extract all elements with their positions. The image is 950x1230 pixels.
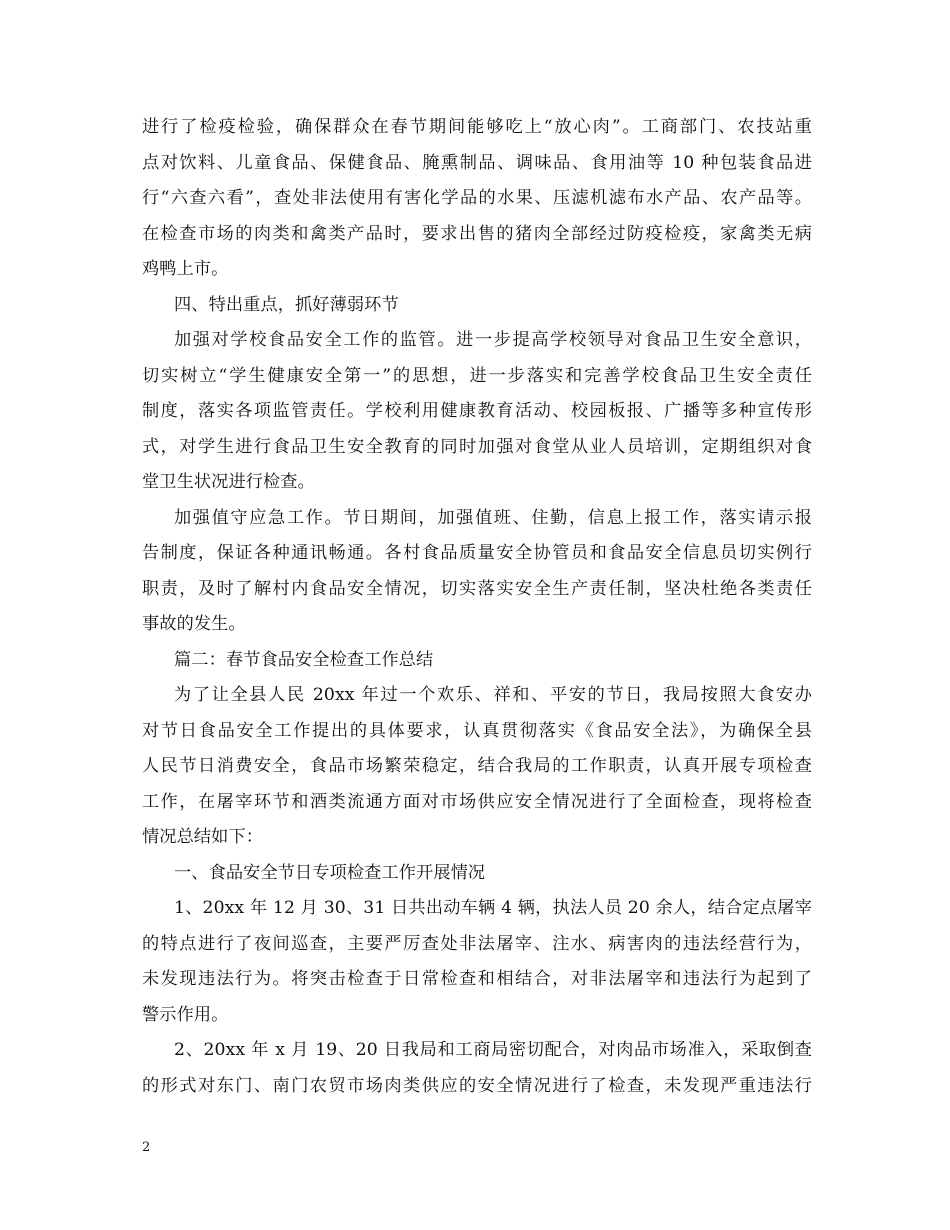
text-line: 工作，在屠宰环节和酒类流通方面对市场供应安全情况进行了全面检查，现将检查 — [142, 791, 812, 812]
section-heading: 篇二：春节食品安全检查工作总结 — [174, 649, 434, 670]
text-line: 切实树立“学生健康安全第一”的思想，进一步落实和完善学校食品卫生安全责任 — [142, 365, 812, 386]
text-line: 制度，落实各项监管责任。学校利用健康教育活动、校园板报、广播等多种宣传形 — [142, 401, 812, 421]
text-line: 为了让全县人民 20xx 年过一个欢乐、祥和、平安的节日，我局按照大食安办 — [174, 685, 812, 705]
section-heading: 一、食品安全节日专项检查工作开展情况 — [174, 862, 486, 883]
document-body — [142, 110, 812, 1104]
section-heading: 四、特出重点，抓好薄弱环节 — [174, 294, 399, 315]
text-line: 鸡鸭上市。 — [142, 259, 229, 279]
text-line: 情况总结如下： — [142, 827, 264, 847]
text-line: 2、20xx 年 x 月 19、20 日我局和工商局密切配合，对肉品市场准入，采取倒查 — [174, 1040, 812, 1060]
text-line: 职责，及时了解村内食品安全情况，切实落实安全生产责任制，坚决杜绝各类责任 — [142, 578, 812, 599]
text-line: 行“六查六看”，查处非法使用有害化学品的水果、压滤机滤布水产品、农产品等。 — [142, 188, 812, 208]
text-line: 对节日食品安全工作提出的具体要求，认真贯彻落实《食品安全法》，为确保全县 — [142, 720, 812, 741]
page-number: 2 — [142, 1140, 151, 1155]
text-line: 1、20xx 年 12 月 30、31 日共出动车辆 4 辆，执法人员 20 余人，结合定点屠宰 — [174, 898, 812, 918]
text-line: 加强对学校食品安全工作的监管。进一步提高学校领导对食品卫生安全意识， — [174, 330, 812, 350]
text-line: 进行了检疫检验，确保群众在春节期间能够吃上“放心肉”。工商部门、农技站重 — [142, 117, 812, 137]
text-line: 加强值守应急工作。节日期间，加强值班、住勤，信息上报工作，落实请示报 — [174, 507, 812, 528]
text-line: 的特点进行了夜间巡查，主要严厉查处非法屠宰、注水、病害肉的违法经营行为， — [142, 933, 812, 954]
text-line: 警示作用。 — [142, 1004, 229, 1025]
text-line: 堂卫生状况进行检查。 — [142, 472, 315, 492]
text-line: 未发现违法行为。将突击检查于日常检查和相结合，对非法屠宰和违法行为起到了 — [142, 969, 812, 989]
text-line: 式，对学生进行食品卫生安全教育的同时加强对食堂从业人员培训，定期组织对食 — [142, 436, 812, 457]
text-line: 在检查市场的肉类和禽类产品时，要求出售的猪肉全部经过防疫检疫，家禽类无病 — [142, 223, 812, 244]
text-line: 点对饮料、儿童食品、保健食品、腌熏制品、调味品、食用油等 10 种包装食品进 — [142, 152, 812, 173]
text-line: 事故的发生。 — [142, 614, 246, 634]
text-line: 的形式对东门、南门农贸市场肉类供应的安全情况进行了检查，未发现严重违法行 — [142, 1075, 812, 1096]
text-line: 告制度，保证各种通讯畅通。各村食品质量安全协管员和食品安全信息员切实例行 — [142, 543, 812, 563]
text-line: 人民节日消费安全，食品市场繁荣稳定，结合我局的工作职责，认真开展专项检查 — [142, 756, 812, 776]
